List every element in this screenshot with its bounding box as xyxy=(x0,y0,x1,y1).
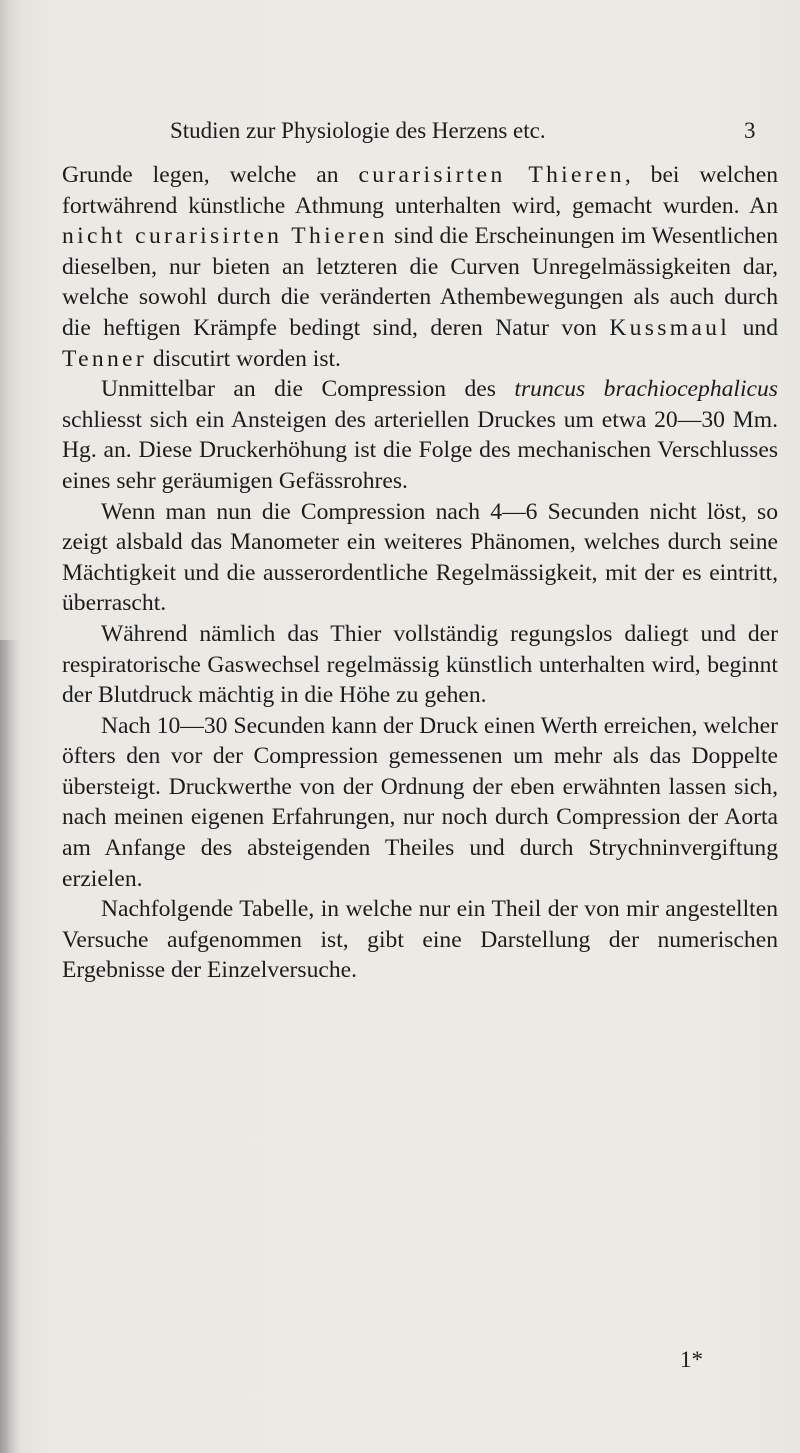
latin-term: truncus brachiocephalicus xyxy=(514,376,778,403)
paragraph-3: Wenn man nun die Compression nach 4—6 Secunden nicht löst, so zeigt alsbald das Manometer ein weiteres Phänomen, welches durch seine Mächtigkeit und die ausserordentliche Regelmässigkeit, mit der es eintritt, überrascht. xyxy=(62,498,778,617)
binding-shadow xyxy=(0,640,22,1453)
author-kussmaul: Kussmaul xyxy=(609,314,731,341)
paragraph-5: Nach 10—30 Secunden kann der Druck einen Werth erreichen, welcher öfters den vor der Compression gemessenen um mehr als das Doppelte übersteigt. Druckwerthe von der Ordnung der eben erwähnten lassen sich, nach meinen eigenen Erfahrungen, nur noch durch Compression der Aorta am Anfange des absteigenden Theiles und durch Strychninvergiftung erzielen. xyxy=(62,712,778,892)
emphasis-curarisirten: curarisirten Thieren xyxy=(358,162,625,188)
page-number: 3 xyxy=(744,118,756,143)
paragraph-2: Unmittelbar an die Compression des truncus brachiocephalicus schliesst sich ein Ansteigen des arteriellen Druckes um etwa 20—30 Mm. Hg. an. Diese Druckerhöhung ist die Folge des mechanischen Verschlusses eines sehr geräumigen Gefässrohres. xyxy=(62,376,778,494)
running-title: Studien zur Physiologie des Herzens etc. xyxy=(170,118,546,143)
body-text xyxy=(62,160,778,986)
running-head xyxy=(0,118,800,148)
emphasis-nicht-curarisirten: nicht curarisirten Thieren xyxy=(62,223,388,250)
signature-mark: 1* xyxy=(680,1347,703,1372)
author-tenner: Tenner xyxy=(62,345,147,372)
paragraph-6: Nachfolgende Tabelle, in welche nur ein Theil der von mir angestellten Versuche aufgenommen ist, gibt eine Darstellung der numerischen Ergebnisse der Einzelversuche. xyxy=(62,896,778,984)
paragraph-4: Während nämlich das Thier vollständig regungslos daliegt und der respiratorische Gaswechsel regelmässig künstlich unterhalten wird, beginnt der Blutdruck mächtig in die Höhe zu gehen. xyxy=(62,620,778,709)
paragraph-1: Grunde legen, welche an curarisirten Thieren, bei welchen fortwährend künstliche Athmung unterhalten wird, gemacht wurden. An nicht curarisirten Thieren sind die Erscheinungen im Wesentlichen dieselben, nur bieten an letzteren die Curven Unregelmässigkeiten dar, welche sowohl durch die veränderten Athembewegungen als auch durch die heftigen Krämpfe bedingt sind, deren Natur von Kussmaul und Tenner discutirt worden ist. xyxy=(62,162,778,372)
